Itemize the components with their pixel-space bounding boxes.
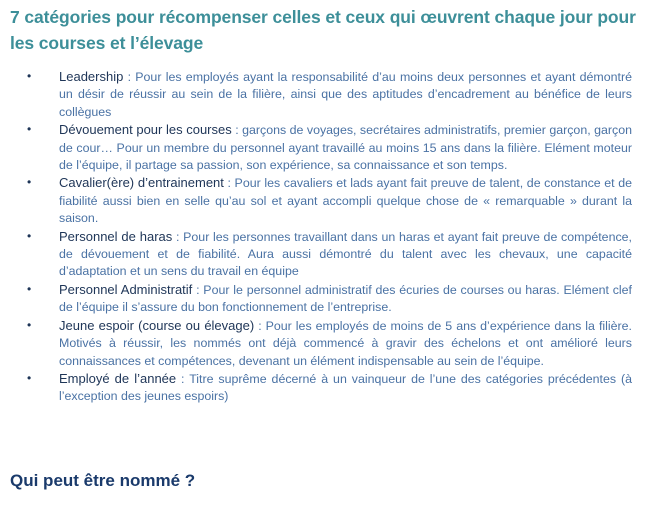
bullet-icon: •	[27, 175, 32, 190]
category-item-devouement	[24, 121, 632, 174]
category-description: : Pour les employés ayant la responsabilité d’au moins deux personnes et ayant démontré un désir de réussir au sein de la filière, ainsi que des aptitudes d’encadrement au bénéfice de leurs collègues	[59, 70, 632, 119]
category-item-haras	[24, 228, 632, 281]
category-name: Jeune espoir (course ou élevage)	[59, 317, 255, 333]
category-item-jeune-espoir	[24, 317, 632, 370]
category-description: : Pour le personnel administratif des écuries de courses ou haras. Elément clef de l’équipe il s’assure du bon fonctionnement de l’entreprise.	[59, 282, 632, 315]
category-description: : Pour les cavaliers et lads ayant fait preuve de talent, de constance et de fiabilité aussi bien en selle qu’au sol et ayant accompli quelque chose de « remarquable » durant la saison.	[59, 176, 632, 226]
category-description: : Pour les employés de moins de 5 ans d’expérience dans la filière. Motivés à réussir, les nommés ont déjà commencé à gravir des échelons et ont amélioré leurs connaissances et compétences, devenant un élément indispensable au sein de l’équipe.	[59, 318, 632, 368]
category-name: Dévouement pour les courses	[59, 122, 232, 138]
bullet-icon: •	[27, 281, 32, 296]
nomination-subheading: Qui peut être nommé ?	[10, 471, 196, 490]
bullet-icon: •	[27, 370, 32, 385]
category-name: Personnel de haras	[59, 228, 173, 244]
category-item-cavalier	[24, 174, 632, 227]
category-description: : Titre suprême décerné à un vainqueur de l’une des catégories précédentes (à l’exception des jeunes espoirs)	[59, 371, 632, 404]
bullet-icon: •	[27, 69, 32, 83]
section-heading: 7 catégories pour récompenser celles et ceux qui œuvrent chaque jour pour les courses et l’élevage	[10, 7, 636, 53]
category-item-administratif	[24, 281, 632, 317]
category-name: Cavalier(ère) d’entrainement	[59, 175, 224, 191]
bullet-icon: •	[27, 228, 32, 243]
category-name: Leadership	[59, 69, 124, 84]
category-item-employe-annee	[24, 370, 632, 406]
bullet-icon: •	[27, 317, 32, 332]
category-description: : garçons de voyages, secrétaires administratifs, premier garçon, garçon de cour… Pour un membre du personnel ayant travaillé au moins 15 ans dans la filière. Elément moteur de l’équipe, il partage sa passion, son expérience, sa connaissance et son temps.	[59, 123, 633, 173]
bullet-icon: •	[27, 122, 32, 137]
category-description: : Pour les personnes travaillant dans un haras et ayant fait preuve de compétence, de dévouement et de fiabilité. Aura aussi démontré du talent avec les chevaux, une capacité d’adaptation et un sens du travail en équipe	[59, 229, 632, 279]
category-item-leadership	[24, 68, 632, 121]
categories-list	[24, 68, 632, 406]
category-name: Employé de l’année	[59, 370, 177, 386]
category-name: Personnel Administratif	[59, 281, 193, 297]
